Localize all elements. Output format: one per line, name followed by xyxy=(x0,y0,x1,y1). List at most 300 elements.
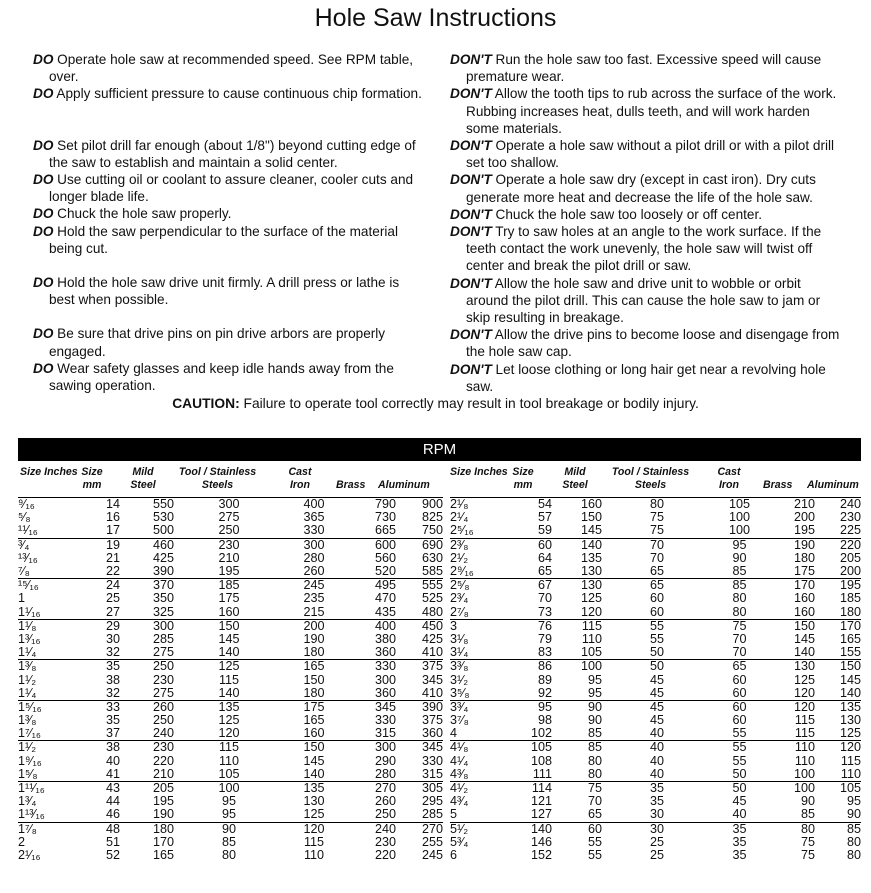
brass-cell: 160 xyxy=(793,604,815,619)
cast-iron-cell: 135 xyxy=(284,781,344,795)
table-row xyxy=(18,849,443,862)
cast-iron-cell: 60 xyxy=(732,672,747,687)
brass-cell: 520 xyxy=(374,564,396,579)
aluminum-cell: 410 xyxy=(421,645,443,660)
size-mm-cell: 44 xyxy=(105,794,120,809)
aluminum-cell: 390 xyxy=(396,700,443,714)
size-inches-cell: ⁷⁄₈ xyxy=(18,564,30,579)
mild-steel-cell: 500 xyxy=(152,523,174,538)
table-row xyxy=(450,579,861,593)
aluminum-cell: 110 xyxy=(840,766,861,781)
size-inches-cell: 2⁵⁄₁₆ xyxy=(450,523,474,538)
aluminum-cell: 480 xyxy=(421,604,443,619)
cast-iron-cell: 400 xyxy=(284,498,344,512)
table-row xyxy=(18,498,443,512)
size-mm-cell: 59 xyxy=(537,523,552,538)
tool-stainless-cell: 25 xyxy=(649,847,664,862)
size-mm-cell: 152 xyxy=(530,847,552,862)
brass-cell: 220 xyxy=(374,847,396,862)
table-row xyxy=(450,673,861,686)
aluminum-cell: 585 xyxy=(421,564,443,579)
tool-stainless-cell: 30 xyxy=(602,822,712,836)
size-inches-cell: ¹¹⁄₁₆ xyxy=(18,523,38,538)
aluminum-cell: 305 xyxy=(396,781,443,795)
brass-cell: 200 xyxy=(793,510,815,525)
table-row xyxy=(18,511,443,524)
brass-cell: 190 xyxy=(767,538,815,552)
aluminum-cell: 225 xyxy=(839,523,861,538)
aluminum-cell: 555 xyxy=(396,579,443,593)
brass-cell: 150 xyxy=(767,619,815,633)
size-inches-cell: 4 xyxy=(450,726,458,741)
dont-list xyxy=(450,51,845,395)
mild-steel-cell: 325 xyxy=(152,604,174,619)
brass-cell: 270 xyxy=(344,781,396,795)
tool-stainless-cell: 300 xyxy=(174,498,284,512)
tool-stainless-cell: 150 xyxy=(174,619,284,633)
size-mm-cell: 89 xyxy=(537,672,552,687)
size-inches-cell: 4¹⁄₄ xyxy=(450,753,469,768)
brass-cell: 140 xyxy=(793,645,815,660)
size-mm-cell: 38 xyxy=(70,741,120,755)
tool-stainless-cell: 50 xyxy=(602,660,712,674)
size-mm-cell: 24 xyxy=(70,579,120,593)
size-inches-cell: 3⁵⁄₈ xyxy=(450,685,470,700)
tool-stainless-cell: 75 xyxy=(649,523,664,538)
do-text: Chuck the hole saw properly. xyxy=(57,206,232,222)
size-mm-cell: 14 xyxy=(70,498,120,512)
aluminum-cell: 165 xyxy=(839,631,861,646)
table-row xyxy=(450,565,861,579)
do-item xyxy=(33,325,428,359)
cast-iron-cell: 180 xyxy=(303,685,325,700)
aluminum-cell: 85 xyxy=(815,822,861,836)
mild-steel-cell: 55 xyxy=(587,834,602,849)
tool-stainless-cell: 230 xyxy=(174,538,284,552)
mild-steel-cell: 425 xyxy=(152,550,174,565)
tool-stainless-cell: 90 xyxy=(174,822,284,836)
size-mm-cell: 114 xyxy=(500,781,552,795)
size-mm-cell: 57 xyxy=(537,510,552,525)
size-mm-cell: 54 xyxy=(500,498,552,512)
aluminum-cell: 135 xyxy=(815,700,861,714)
tool-stainless-cell: 210 xyxy=(218,550,240,565)
size-mm-cell: 29 xyxy=(70,619,120,633)
mild-steel-cell: 250 xyxy=(120,660,174,674)
do-text: Hold the saw perpendicular to the surface of the material being cut. xyxy=(49,223,398,256)
aluminum-cell: 185 xyxy=(839,591,861,606)
mild-steel-cell: 180 xyxy=(120,822,174,836)
aluminum-cell: 105 xyxy=(815,781,861,795)
size-inches-cell: 3⁷⁄₈ xyxy=(450,713,469,728)
do-text: Wear safety glasses and keep idle hands away from the sawing operation. xyxy=(49,360,394,394)
table-row xyxy=(18,836,443,849)
cast-iron-cell: 330 xyxy=(303,523,325,538)
tool-stainless-cell: 175 xyxy=(218,591,240,606)
size-mm-cell: 25 xyxy=(105,591,120,606)
size-inches-cell: 3¹⁄₈ xyxy=(450,631,469,646)
tool-stainless-cell: 25 xyxy=(649,834,664,849)
cast-iron-cell: 85 xyxy=(712,579,767,593)
size-mm-cell: 32 xyxy=(105,685,120,700)
aluminum-cell: 125 xyxy=(839,726,861,741)
table-row xyxy=(450,498,861,512)
cast-iron-cell: 235 xyxy=(303,591,325,606)
brass-cell: 330 xyxy=(374,713,396,728)
aluminum-cell: 255 xyxy=(421,834,443,849)
size-inches-cell: 4¹⁄₂ xyxy=(450,781,500,795)
size-mm-cell: 16 xyxy=(105,510,120,525)
aluminum-cell: 95 xyxy=(846,794,861,809)
table-row xyxy=(18,768,443,782)
cast-iron-cell: 50 xyxy=(732,766,747,781)
mild-steel-cell: 240 xyxy=(152,726,174,741)
tool-stainless-cell: 135 xyxy=(174,700,284,714)
mild-steel-cell: 390 xyxy=(152,564,174,579)
cast-iron-cell: 260 xyxy=(303,564,325,579)
cast-iron-cell: 165 xyxy=(303,713,325,728)
do-label: DO xyxy=(33,326,54,342)
tool-stainless-cell: 45 xyxy=(649,672,664,687)
do-text: Hold the hole saw drive unit firmly. A drill press or lathe is best when possible. xyxy=(49,275,400,308)
aluminum-cell: 270 xyxy=(396,822,443,836)
tool-stainless-cell: 60 xyxy=(649,604,664,619)
mild-steel-cell: 80 xyxy=(587,753,602,768)
mild-steel-cell: 230 xyxy=(152,672,174,687)
aluminum-cell: 150 xyxy=(815,660,861,674)
tool-stainless-cell: 55 xyxy=(649,631,664,646)
table-row xyxy=(450,836,861,849)
brass-cell: 280 xyxy=(374,766,396,781)
do-label: DO xyxy=(33,223,54,239)
size-mm-cell: 41 xyxy=(105,766,120,781)
aluminum-cell: 345 xyxy=(396,741,443,755)
size-mm-cell: 65 xyxy=(537,564,552,579)
cast-iron-cell: 40 xyxy=(732,807,747,822)
tool-stainless-cell: 55 xyxy=(602,619,712,633)
table-row xyxy=(18,579,443,593)
header-size-inches: Size Inches xyxy=(20,466,78,478)
size-inches-cell: 1³⁄₄ xyxy=(18,794,37,809)
dont-text: Allow the hole saw and drive unit to wobble or orbit around the pilot drill. This can cause the hole saw to jam or skip resulting in breakage. xyxy=(466,275,821,326)
brass-cell: 75 xyxy=(800,834,815,849)
cast-iron-cell: 50 xyxy=(712,781,767,795)
mild-steel-cell: 150 xyxy=(580,510,602,525)
dont-label: DON'T xyxy=(450,206,492,222)
table-row xyxy=(450,538,861,552)
aluminum-cell: 375 xyxy=(421,713,443,728)
cast-iron-cell: 35 xyxy=(732,834,747,849)
table-row xyxy=(18,606,443,620)
cast-iron-cell: 70 xyxy=(732,631,747,646)
size-inches-cell: 1⁷⁄₁₆ xyxy=(18,726,41,741)
tool-stainless-cell: 70 xyxy=(649,550,664,565)
aluminum-cell: 115 xyxy=(840,753,861,768)
header-mild-steel: Mild Steel xyxy=(130,466,156,491)
size-inches-cell: 2³⁄₈ xyxy=(450,538,500,552)
header-size-mm-right: Size mm xyxy=(512,466,534,491)
tool-stainless-cell: 80 xyxy=(221,847,236,862)
aluminum-cell: 120 xyxy=(815,741,861,755)
brass-cell: 790 xyxy=(344,498,396,512)
header-cast-iron: Cast Iron xyxy=(288,466,312,491)
size-inches-cell: 2⁵⁄₈ xyxy=(450,579,500,593)
table-row xyxy=(18,524,443,538)
aluminum-cell: 360 xyxy=(421,726,443,741)
do-label: DO xyxy=(33,86,54,102)
do-label: DO xyxy=(33,206,54,222)
do-text: Be sure that drive pins on pin drive arbors are properly engaged. xyxy=(49,326,386,359)
aluminum-cell: 90 xyxy=(846,807,861,822)
aluminum-cell: 80 xyxy=(846,847,861,862)
tool-stainless-cell: 140 xyxy=(218,685,240,700)
brass-cell: 300 xyxy=(374,672,396,687)
do-text: Apply sufficient pressure to cause continuous chip formation. xyxy=(56,86,422,102)
size-inches-cell: 2¹⁄₁₆ xyxy=(18,847,41,862)
brass-cell: 315 xyxy=(374,726,396,741)
tool-stainless-cell: 65 xyxy=(602,579,712,593)
cast-iron-cell: 115 xyxy=(303,834,325,849)
aluminum-cell: 200 xyxy=(839,564,861,579)
mild-steel-cell: 250 xyxy=(152,713,174,728)
table-row xyxy=(450,727,861,741)
dont-item xyxy=(450,85,845,137)
size-inches-cell: 5³⁄₄ xyxy=(450,834,469,849)
brass-cell: 330 xyxy=(344,660,396,674)
do-item xyxy=(33,274,428,308)
mild-steel-cell: 90 xyxy=(552,700,602,714)
size-mm-cell: 146 xyxy=(530,834,552,849)
aluminum-cell: 450 xyxy=(396,619,443,633)
table-row xyxy=(18,700,443,714)
dont-text: Let loose clothing or long hair get near a revolving hole saw. xyxy=(466,361,826,394)
tool-stainless-cell: 75 xyxy=(649,510,664,525)
tool-stainless-cell: 85 xyxy=(221,834,236,849)
tool-stainless-cell: 185 xyxy=(174,579,284,593)
do-text: Operate hole saw at recommended speed. See RPM table, over. xyxy=(49,52,414,85)
cast-iron-cell: 70 xyxy=(732,645,747,660)
rpm-header-bar: RPM xyxy=(18,438,861,461)
dont-item xyxy=(450,326,845,360)
cast-iron-cell: 180 xyxy=(303,645,325,660)
size-inches-cell: 1⁵⁄₈ xyxy=(18,766,38,781)
tool-stainless-cell: 80 xyxy=(602,498,712,512)
table-row xyxy=(450,687,861,701)
brass-cell: 290 xyxy=(374,753,396,768)
size-inches-cell: 1⁷⁄₈ xyxy=(18,822,70,836)
size-inches-cell: 2⁷⁄₈ xyxy=(450,604,469,619)
brass-cell: 160 xyxy=(793,591,815,606)
brass-cell: 115 xyxy=(794,713,815,728)
tool-stainless-cell: 275 xyxy=(218,510,240,525)
dont-text: Allow the drive pins to become loose and disengage from the hole saw cap. xyxy=(466,327,840,360)
cast-iron-cell: 55 xyxy=(712,741,767,755)
mild-steel-cell: 460 xyxy=(120,538,174,552)
tool-stainless-cell: 45 xyxy=(649,685,664,700)
aluminum-cell: 180 xyxy=(839,604,861,619)
tool-stainless-cell: 125 xyxy=(174,660,284,674)
size-inches-cell: 4³⁄₈ xyxy=(450,766,469,781)
aluminum-cell: 525 xyxy=(421,591,443,606)
size-inches-cell: ¹³⁄₁₆ xyxy=(18,550,38,565)
mild-steel-cell: 210 xyxy=(152,766,174,781)
do-item xyxy=(33,360,428,394)
rpm-table-right xyxy=(450,497,861,862)
mild-steel-cell: 90 xyxy=(587,713,602,728)
aluminum-cell: 195 xyxy=(815,579,861,593)
do-item xyxy=(33,51,428,85)
size-mm-cell: 108 xyxy=(530,753,552,768)
header-cast-iron-right: Cast Iron xyxy=(717,466,741,491)
tool-stainless-cell: 70 xyxy=(602,538,712,552)
aluminum-cell: 900 xyxy=(396,498,443,512)
cast-iron-cell: 175 xyxy=(284,700,344,714)
brass-cell: 90 xyxy=(800,794,815,809)
tool-stainless-cell: 115 xyxy=(174,741,284,755)
size-mm-cell: 40 xyxy=(105,753,120,768)
size-mm-cell: 32 xyxy=(105,645,120,660)
cast-iron-cell: 165 xyxy=(284,660,344,674)
cast-iron-cell: 35 xyxy=(712,822,767,836)
caution-label: CAUTION: xyxy=(172,396,240,411)
brass-cell: 360 xyxy=(374,645,396,660)
cast-iron-cell: 190 xyxy=(303,631,325,646)
size-mm-cell: 48 xyxy=(70,822,120,836)
size-mm-cell: 17 xyxy=(105,523,120,538)
mild-steel-cell: 285 xyxy=(152,631,174,646)
table-row xyxy=(450,714,861,727)
size-inches-cell: 1³⁄₈ xyxy=(18,660,70,674)
cast-iron-cell: 95 xyxy=(712,538,767,552)
table-row xyxy=(450,633,861,646)
brass-cell: 300 xyxy=(344,741,396,755)
size-inches-cell: ⁵⁄₈ xyxy=(18,510,31,525)
mild-steel-cell: 85 xyxy=(552,741,602,755)
mild-steel-cell: 195 xyxy=(152,794,174,809)
size-mm-cell: 140 xyxy=(500,822,552,836)
dont-label: DON'T xyxy=(450,361,492,377)
table-row xyxy=(450,755,861,768)
tool-stainless-cell: 40 xyxy=(602,741,712,755)
header-aluminum: Aluminum xyxy=(378,479,430,491)
mild-steel-cell: 220 xyxy=(152,753,174,768)
aluminum-cell: 425 xyxy=(421,631,443,646)
aluminum-cell: 410 xyxy=(421,685,443,700)
brass-cell: 230 xyxy=(374,834,396,849)
size-inches-cell: 1¹⁄₁₆ xyxy=(18,604,41,619)
tool-stainless-cell: 95 xyxy=(221,807,236,822)
size-inches-cell: 2¹⁄₈ xyxy=(450,498,500,512)
tool-stainless-cell: 60 xyxy=(649,591,664,606)
do-item xyxy=(33,223,428,257)
aluminum-cell: 690 xyxy=(396,538,443,552)
mild-steel-cell: 350 xyxy=(152,591,174,606)
size-mm-cell: 52 xyxy=(105,847,120,862)
table-row xyxy=(18,633,443,646)
dont-item xyxy=(450,137,845,171)
size-inches-cell: 2¹⁄₄ xyxy=(450,510,469,525)
cast-iron-cell: 75 xyxy=(712,619,767,633)
brass-cell: 175 xyxy=(793,564,815,579)
mild-steel-cell: 140 xyxy=(552,538,602,552)
size-mm-cell: 76 xyxy=(500,619,552,633)
table-row xyxy=(18,727,443,741)
cast-iron-cell: 100 xyxy=(728,510,750,525)
cast-iron-cell: 55 xyxy=(732,753,747,768)
dont-text: Allow the tooth tips to rub across the surface of the work. Rubbing increases heat, dulls teeth, and will work harden some materials. xyxy=(466,86,837,136)
brass-cell: 80 xyxy=(767,822,815,836)
mild-steel-cell: 260 xyxy=(120,700,174,714)
aluminum-cell: 315 xyxy=(421,766,443,781)
mild-steel-cell: 110 xyxy=(581,631,602,646)
mild-steel-cell: 170 xyxy=(152,834,174,849)
aluminum-cell: 170 xyxy=(815,619,861,633)
table-row xyxy=(18,673,443,686)
tool-stainless-cell: 40 xyxy=(649,753,664,768)
brass-cell: 240 xyxy=(344,822,396,836)
tool-stainless-cell: 30 xyxy=(649,807,664,822)
size-mm-cell: 121 xyxy=(530,794,552,809)
cast-iron-cell: 60 xyxy=(732,713,747,728)
size-inches-cell: 2³⁄₄ xyxy=(450,591,469,606)
size-inches-cell: 1¹⁄₈ xyxy=(18,619,70,633)
brass-cell: 210 xyxy=(767,498,815,512)
do-label: DO xyxy=(33,172,54,188)
brass-cell: 110 xyxy=(794,753,815,768)
size-mm-cell: 35 xyxy=(105,713,120,728)
header-brass: Brass xyxy=(336,479,366,491)
mild-steel-cell: 65 xyxy=(587,807,602,822)
brass-cell: 470 xyxy=(374,591,396,606)
mild-steel-cell: 160 xyxy=(552,498,602,512)
brass-cell: 180 xyxy=(793,550,815,565)
aluminum-cell: 130 xyxy=(839,713,861,728)
size-inches-cell: 2⁹⁄₁₆ xyxy=(450,564,474,579)
tool-stainless-cell: 160 xyxy=(218,604,240,619)
size-mm-cell: 60 xyxy=(500,538,552,552)
brass-cell: 100 xyxy=(767,781,815,795)
spacer xyxy=(33,103,428,120)
size-mm-cell: 43 xyxy=(70,781,120,795)
dont-item xyxy=(450,223,845,275)
dont-item xyxy=(450,206,845,223)
aluminum-cell: 80 xyxy=(846,834,861,849)
mild-steel-cell: 105 xyxy=(580,645,602,660)
dont-label: DON'T xyxy=(450,224,492,240)
size-inches-cell: 1⁹⁄₁₆ xyxy=(18,753,42,768)
table-row xyxy=(18,592,443,605)
cast-iron-cell: 130 xyxy=(303,794,325,809)
size-mm-cell: 70 xyxy=(537,591,552,606)
header-size-inches-right: Size Inches xyxy=(450,466,508,478)
dont-item xyxy=(450,51,845,85)
table-row xyxy=(18,552,443,565)
tool-stainless-cell: 40 xyxy=(649,766,664,781)
size-mm-cell: 51 xyxy=(105,834,120,849)
size-inches-cell: 2¹⁄₂ xyxy=(450,550,469,565)
dont-label: DON'T xyxy=(450,138,492,154)
table-row xyxy=(18,781,443,795)
cast-iron-cell: 140 xyxy=(303,766,325,781)
size-mm-cell: 102 xyxy=(530,726,552,741)
mild-steel-cell: 95 xyxy=(587,685,602,700)
do-item xyxy=(33,85,428,102)
header-brass-right: Brass xyxy=(763,479,793,491)
mild-steel-cell: 190 xyxy=(152,807,174,822)
size-inches-cell: 1¹¹⁄₁₆ xyxy=(18,781,70,795)
brass-cell: 345 xyxy=(344,700,396,714)
tool-stainless-cell: 50 xyxy=(649,645,664,660)
